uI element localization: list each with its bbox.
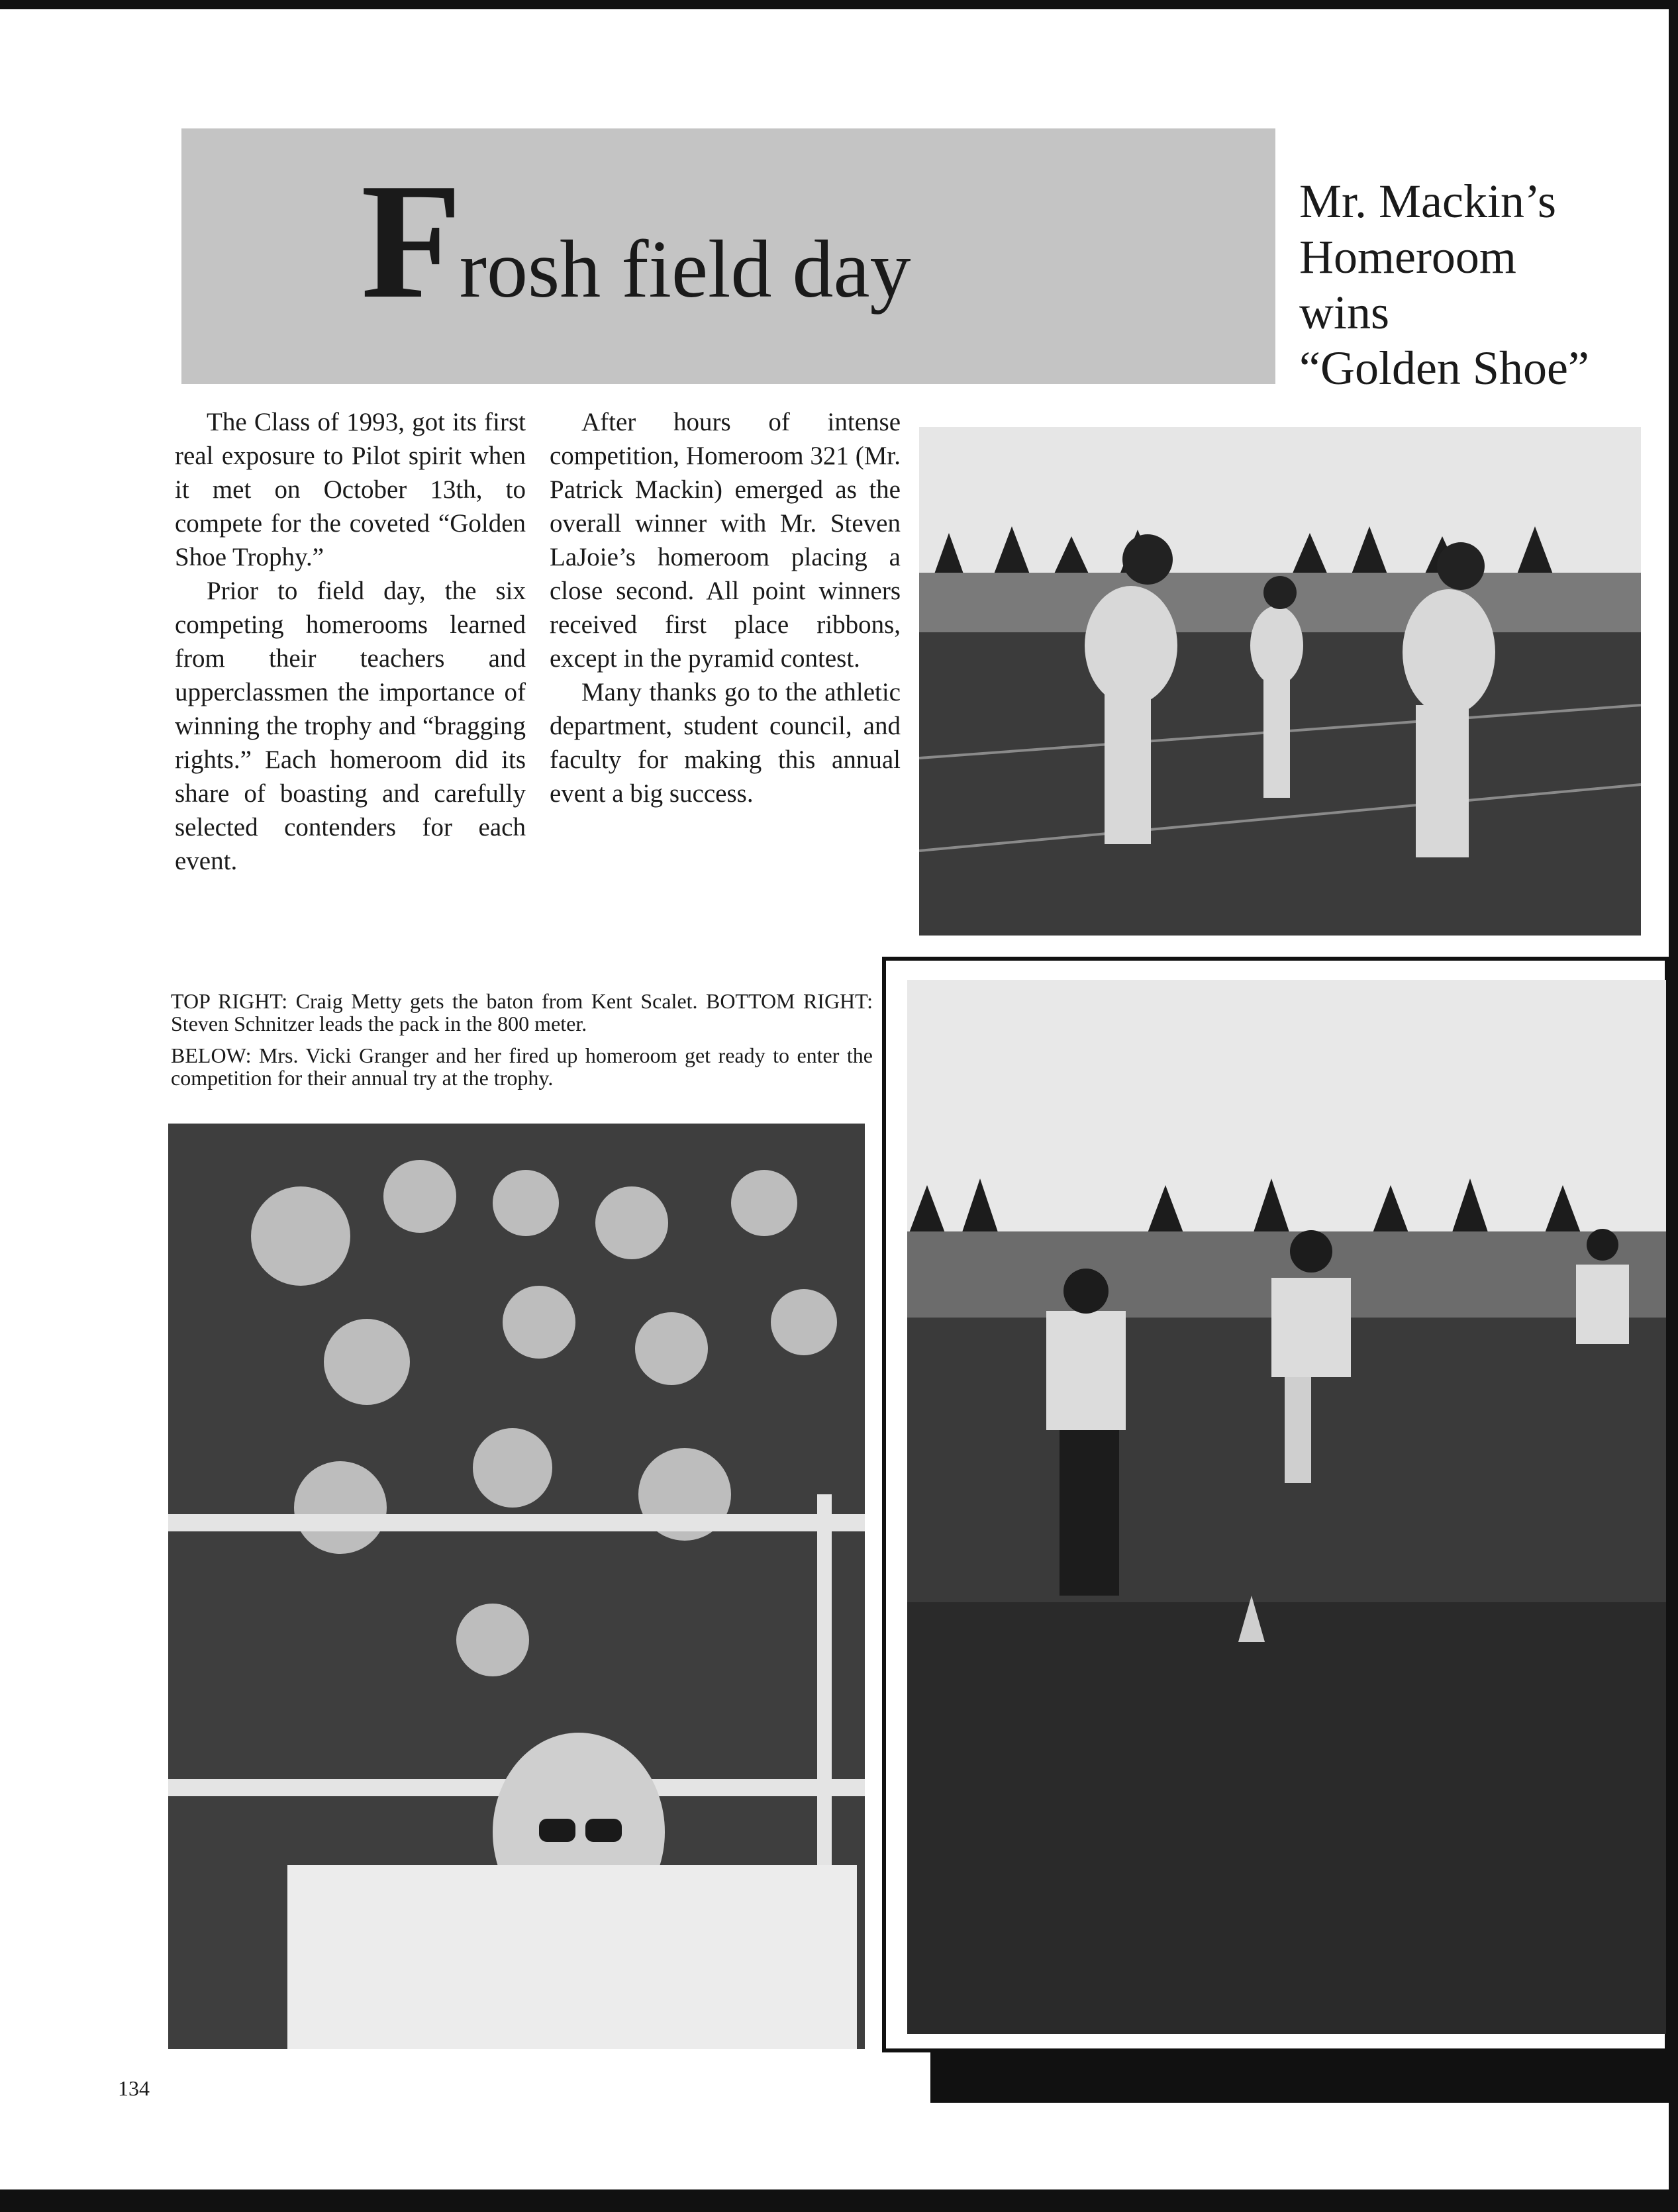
subhead-line: “Golden Shoe” bbox=[1299, 342, 1589, 395]
article-column-left bbox=[175, 405, 526, 878]
article-paragraph: After hours of intense competition, Homeroom 321 (Mr. Patrick Mackin) emerged as the overall winner with Mr. Steven LaJoie’s homeroom placing a close second. All point winners received first place ribbons, except in the pyramid contest. bbox=[550, 408, 901, 673]
page-border-bottom bbox=[0, 2189, 1678, 2212]
title-drop-cap: F bbox=[361, 150, 462, 333]
photo-relay-baton-handoff bbox=[919, 427, 1641, 936]
caption-below-photo: BELOW: Mrs. Vicki Granger and her fired up homeroom get ready to enter the competition for their annual try at the trophy. bbox=[171, 1043, 873, 1090]
article-paragraph: Prior to field day, the six competing homerooms learned from their teachers and upperclassmen the importance of winning the trophy and “bragging rights.” Each homeroom did its share of boasting and carefully selected contenders for each event. bbox=[175, 577, 526, 875]
subhead-line: wins bbox=[1299, 286, 1390, 339]
decorative-bar bbox=[930, 2052, 1669, 2103]
page-border-right bbox=[1669, 0, 1678, 2212]
article-paragraph: Many thanks go to the athletic department, student council, and faculty for making this annual event a big success. bbox=[550, 678, 901, 808]
page-border-top bbox=[0, 0, 1678, 9]
subhead-line: Mr. Mackin’s bbox=[1299, 175, 1556, 228]
photo-captions bbox=[171, 990, 873, 1098]
article-paragraph: The Class of 1993, got its first real exposure to Pilot spirit when it met on October 13th, to compete for the coveted “Golden Shoe Trophy.” bbox=[175, 408, 526, 571]
page-title bbox=[361, 150, 911, 333]
caption-right-photos: TOP RIGHT: Craig Metty gets the baton from Kent Scalet. BOTTOM RIGHT: Steven Schnitzer leads the pack in the 800 meter. bbox=[171, 989, 873, 1035]
subheadline bbox=[1299, 173, 1657, 396]
photo-homeroom-crowd bbox=[168, 1124, 865, 2049]
photo-800-meter-race bbox=[907, 980, 1666, 2034]
page-number: 134 bbox=[118, 2076, 150, 2100]
title-text: rosh field day bbox=[459, 224, 911, 314]
subhead-line: Homeroom bbox=[1299, 230, 1516, 283]
article-column-right bbox=[550, 405, 901, 810]
